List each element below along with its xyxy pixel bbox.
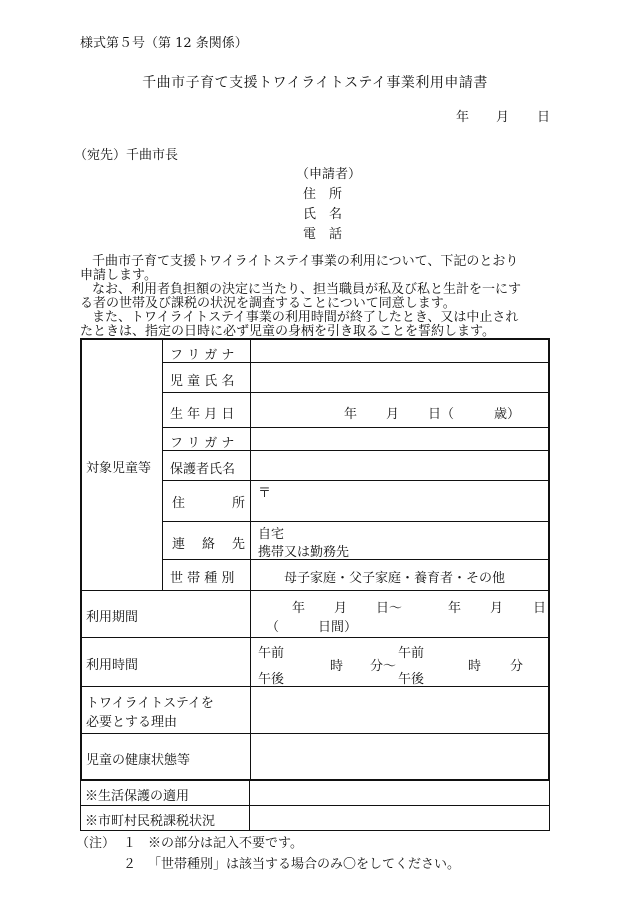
end-pm-label: 午後 xyxy=(398,672,425,687)
mobile-work-label: 携帯又は勤務先 xyxy=(258,545,350,560)
tax-row xyxy=(80,806,550,831)
welfare-label: ※生活保護の適用 xyxy=(85,789,190,804)
paragraph-2-line-2: る者の世帯及び課税の状況を調査することについて同意します。 xyxy=(80,296,456,311)
furigana-guardian-label: フ リ ガ ナ xyxy=(170,436,235,451)
paragraph-3-line-1: また、トワイライトステイ事業の利用時間が終了したとき、又は中止され xyxy=(92,310,519,325)
health-status-label: 児童の健康状態等 xyxy=(86,753,191,768)
contact-label-b: 絡 xyxy=(202,537,216,552)
end-minute-label: 分 xyxy=(510,659,524,674)
form-number: 様式第５号（第 12 条関係） xyxy=(80,36,248,51)
birth-age-label: 歳） xyxy=(494,407,521,422)
end-hour-label: 時 xyxy=(468,659,482,674)
birth-year-label: 年 xyxy=(344,407,358,422)
period-days-open: （ xyxy=(266,620,280,635)
date-day-label: 日 xyxy=(537,110,551,125)
applicant-phone-label: 電 話 xyxy=(303,227,343,242)
contact-label-c: 先 xyxy=(232,537,246,552)
date-month-label: 月 xyxy=(496,110,510,125)
start-hour-label: 時 xyxy=(330,659,344,674)
start-pm-label: 午後 xyxy=(258,672,285,687)
household-type-label: 世 帯 種 別 xyxy=(170,571,235,586)
period-start-year: 年 xyxy=(292,601,306,616)
note-1-number: １ xyxy=(123,836,137,851)
paragraph-2-line-1: なお、利用者負担額の決定に当たり、担当職員が私及び私と生計を一にす xyxy=(92,282,522,297)
note-1-text: ※の部分は記入不要です。 xyxy=(148,836,303,851)
guardian-name-label: 保護者氏名 xyxy=(170,462,236,477)
end-am-label: 午前 xyxy=(398,646,425,661)
birth-day-label: 日（ xyxy=(428,407,455,422)
document-title: 千曲市子育て支援トワイライトステイ事業利用申請書 xyxy=(142,75,488,91)
address-label-b: 所 xyxy=(232,496,246,511)
welfare-row xyxy=(80,781,550,806)
furigana-child-label: フ リ ガ ナ xyxy=(170,348,235,363)
date-year-label: 年 xyxy=(456,110,470,125)
period-start-day: 日～ xyxy=(376,601,403,616)
paragraph-1-line-1: 千曲市子育て支援トワイライトステイ事業の利用について、下記のとおり xyxy=(92,254,519,269)
start-minute-label: 分～ xyxy=(370,659,397,674)
household-options: 母子家庭・父子家庭・養育者・その他 xyxy=(284,571,506,586)
reason-label-line-1: トワイライトステイを xyxy=(86,696,214,711)
application-table xyxy=(80,338,550,781)
period-days-close: 日間） xyxy=(318,620,358,635)
applicant-address-label: 住 所 xyxy=(303,187,343,202)
addressee: （宛先）千曲市長 xyxy=(74,148,179,163)
period-end-year: 年 xyxy=(448,601,462,616)
target-children-group-label: 対象児童等 xyxy=(86,461,152,476)
notes-heading: （注） xyxy=(76,836,116,851)
paragraph-1-line-2: 申請します。 xyxy=(80,268,157,283)
period-end-day: 日 xyxy=(533,601,547,616)
tax-label: ※市町村民税課税状況 xyxy=(85,814,216,829)
applicant-name-label: 氏 名 xyxy=(303,207,343,222)
birthdate-label: 生 年 月 日 xyxy=(170,407,235,422)
note-2-number: ２ xyxy=(123,857,137,872)
usage-period-label: 利用期間 xyxy=(86,610,139,625)
birth-month-label: 月 xyxy=(386,407,400,422)
reason-label-line-2: 必要とする理由 xyxy=(86,715,178,730)
home-phone-label: 自宅 xyxy=(258,527,285,542)
contact-label-a: 連 xyxy=(172,537,186,552)
postal-mark: 〒 xyxy=(258,486,272,501)
period-end-month: 月 xyxy=(490,601,504,616)
applicant-heading: （申請者） xyxy=(296,167,362,182)
child-name-label: 児 童 氏 名 xyxy=(170,374,235,389)
note-2-text: 「世帯種別」は該当する場合のみ〇をしてください。 xyxy=(148,857,461,872)
address-label-a: 住 xyxy=(172,496,186,511)
start-am-label: 午前 xyxy=(258,646,285,661)
usage-time-label: 利用時間 xyxy=(86,658,139,673)
period-start-month: 月 xyxy=(334,601,348,616)
paragraph-3-line-2: たときは、指定の日時に必ず児童の身柄を引き取ることを誓約します。 xyxy=(80,324,495,339)
